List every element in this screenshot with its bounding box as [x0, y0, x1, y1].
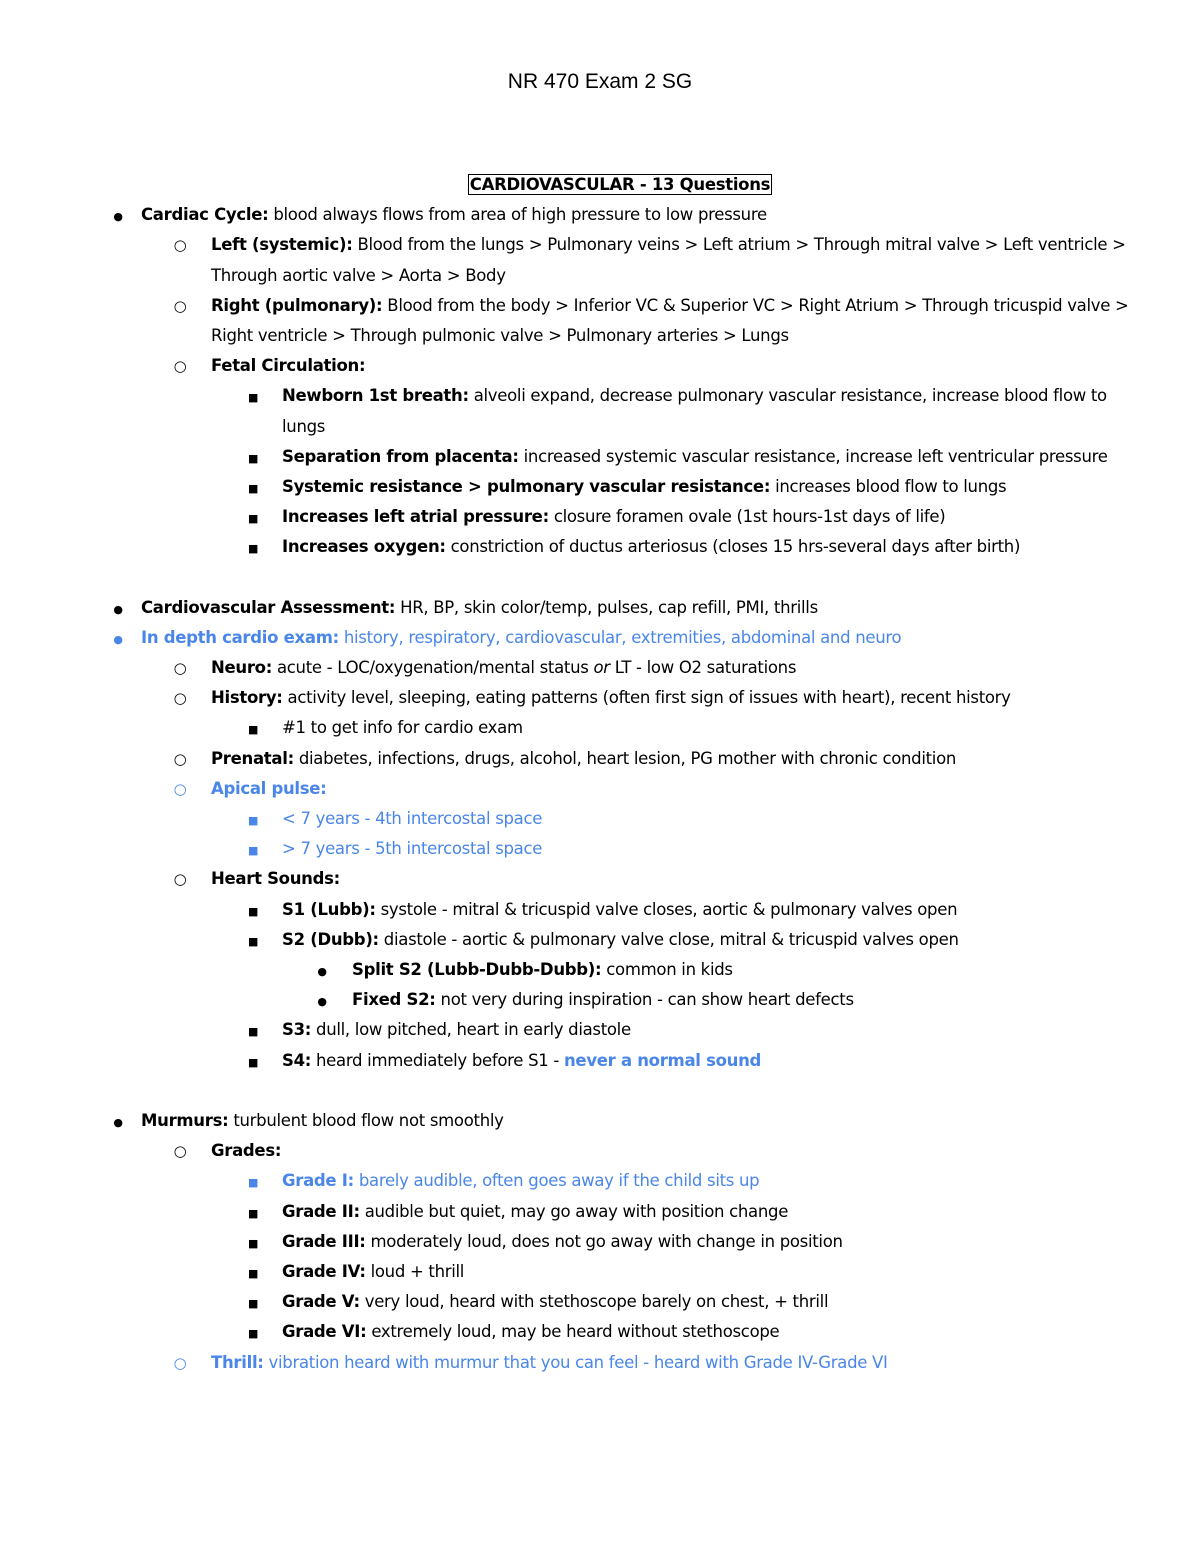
item-text: diabetes, infections, drugs, alcohol, heart lesion, PG mother with chronic condition — [293, 748, 957, 768]
bullet-ring-icon — [170, 864, 190, 894]
list-item — [100, 804, 1140, 834]
list-item — [100, 381, 1140, 441]
list-item — [100, 472, 1140, 502]
document-title: NR 470 Exam 2 SG — [507, 70, 693, 93]
document-body — [100, 170, 1140, 1378]
item-text: vibration heard with murmur that you can feel - heard with Grade IV-Grade VI — [263, 1352, 888, 1372]
item-text: heard immediately before S1 - — [311, 1050, 564, 1070]
bullet-ring-icon — [170, 291, 190, 321]
bullet-ring-icon — [170, 653, 190, 683]
bullet-sq-icon — [243, 834, 263, 866]
item-label: Apical pulse: — [211, 778, 327, 798]
item-text: activity level, sleeping, eating patterns (often first sign of issues with heart), recent history — [282, 688, 1011, 708]
item-text: diastole - aortic & pulmonary valve close, mitral & tricuspid valves open — [378, 929, 959, 949]
item-text: common in kids — [601, 960, 733, 980]
bullet-sq-icon — [243, 1227, 263, 1259]
item-text: blood always flows from area of high pressure to low pressure — [268, 205, 767, 225]
item-label: Grade VI: — [282, 1322, 367, 1342]
blank-line — [100, 1076, 1140, 1106]
item-text: increases blood flow to lungs — [770, 477, 1007, 497]
item-text: > 7 years - 5th intercostal space — [282, 839, 543, 859]
bullet-sq-icon — [243, 442, 263, 474]
blank-line — [100, 563, 1140, 593]
list-item — [100, 653, 1140, 683]
item-label: S4: — [282, 1050, 312, 1070]
bullet-ring-icon — [170, 230, 190, 260]
item-text: moderately loud, does not go away with change in position — [365, 1231, 843, 1251]
bullet-sq-icon — [243, 532, 263, 564]
list-item — [100, 834, 1140, 864]
list-item — [100, 1227, 1140, 1257]
item-label: Heart Sounds: — [211, 869, 340, 889]
list-item — [100, 1257, 1140, 1287]
bullet-sq-icon — [243, 1287, 263, 1319]
list-item — [100, 1317, 1140, 1347]
bullet-ring-icon — [170, 1136, 190, 1166]
item-text: constriction of ductus arteriosus (closes 15 hrs-several days after birth) — [445, 537, 1021, 557]
list-item — [100, 1046, 1140, 1076]
item-text: increased systemic vascular resistance, increase left ventricular pressure — [518, 446, 1108, 466]
list-item — [100, 864, 1140, 894]
item-label: Cardiovascular Assessment: — [141, 597, 396, 617]
list-item — [100, 985, 1140, 1015]
item-text: alveoli expand, decrease pulmonary vascular resistance, increase blood flow to lungs — [282, 386, 1107, 436]
item-label: Grade II: — [282, 1201, 360, 1221]
bullet-sq-icon — [243, 1257, 263, 1289]
item-label: History: — [211, 688, 283, 708]
bullet-sq-icon — [243, 381, 263, 413]
list-item — [100, 774, 1140, 804]
bullet-sq-icon — [243, 1015, 263, 1047]
item-emphasis: never a normal sound — [563, 1050, 762, 1070]
item-label: Grade I: — [282, 1171, 354, 1191]
item-label: In depth cardio exam: — [141, 627, 339, 647]
bullet-dot-icon — [108, 593, 128, 625]
list-item — [100, 1015, 1140, 1045]
list-item — [100, 713, 1140, 743]
list-item — [100, 1166, 1140, 1196]
list-item — [100, 623, 1140, 653]
bullet-sq-icon — [243, 1046, 263, 1078]
list-item — [100, 955, 1140, 985]
bullet-ring-icon — [170, 683, 190, 713]
bullet-sq-icon — [243, 895, 263, 927]
item-text: audible but quiet, may go away with position change — [359, 1201, 789, 1221]
item-label: Separation from placenta: — [282, 446, 519, 466]
item-label: Increases oxygen: — [282, 537, 446, 557]
bullet-dot-icon — [312, 955, 332, 987]
item-text: extremely loud, may be heard without stethoscope — [366, 1322, 780, 1342]
list-item — [100, 200, 1140, 230]
item-label: Grades: — [211, 1141, 282, 1161]
bullet-dot-icon — [312, 985, 332, 1017]
item-label: Newborn 1st breath: — [282, 386, 469, 406]
list-item — [100, 1197, 1140, 1227]
list-item — [100, 895, 1140, 925]
list-item — [100, 230, 1140, 290]
item-text: very loud, heard with stethoscope barely on chest, + thrill — [359, 1292, 829, 1312]
item-label: Fixed S2: — [352, 990, 436, 1010]
item-label: Systemic resistance > pulmonary vascular resistance: — [282, 477, 771, 497]
item-text: turbulent blood flow not smoothly — [228, 1110, 504, 1130]
item-text: Blood from the lungs > Pulmonary veins > Left atrium > Through mitral valve > Left ventricle > Through aortic valve > Aorta > Body — [211, 235, 1126, 285]
bullet-dot-icon — [108, 623, 128, 655]
list-item — [100, 1287, 1140, 1317]
item-text: closure foramen ovale (1st hours-1st days of life) — [548, 507, 946, 527]
item-text: barely audible, often goes away if the child sits up — [353, 1171, 760, 1191]
item-text: Blood from the body > Inferior VC & Superior VC > Right Atrium > Through tricuspid valve > Right ventricle > Through pulmonic valve > Pulmonary arteries > Lungs — [211, 295, 1129, 346]
item-label: Grade III: — [282, 1231, 366, 1251]
list-item — [100, 1348, 1140, 1378]
bullet-sq-icon — [243, 1197, 263, 1229]
item-label: Grade V: — [282, 1292, 360, 1312]
item-label: Neuro: — [211, 658, 273, 678]
bullet-sq-icon — [243, 804, 263, 836]
bullet-sq-icon — [243, 502, 263, 534]
item-text: #1 to get info for cardio exam — [282, 718, 523, 738]
bullet-sq-icon — [243, 1166, 263, 1198]
bullet-sq-icon — [243, 925, 263, 957]
list-item — [100, 925, 1140, 955]
bullet-ring-icon — [170, 1348, 190, 1378]
item-label: Right (pulmonary): — [211, 295, 383, 315]
item-label: Cardiac Cycle: — [141, 205, 269, 225]
list-item — [100, 291, 1140, 351]
item-label: Split S2 (Lubb-Dubb-Dubb): — [352, 960, 602, 980]
item-text: systole - mitral & tricuspid valve closes, aortic & pulmonary valves open — [375, 899, 958, 919]
item-label: Increases left atrial pressure: — [282, 507, 549, 527]
item-text: not very during inspiration - can show heart defects — [435, 990, 854, 1010]
section-heading — [100, 170, 1140, 200]
list-item — [100, 744, 1140, 774]
item-label: S2 (Dubb): — [282, 929, 379, 949]
list-item — [100, 1136, 1140, 1166]
item-label: Murmurs: — [141, 1110, 229, 1130]
bullet-sq-icon — [243, 472, 263, 504]
item-text: loud + thrill — [365, 1261, 465, 1281]
item-label: Thrill: — [211, 1352, 264, 1372]
bullet-ring-icon — [170, 774, 190, 804]
item-label: S3: — [282, 1020, 312, 1040]
list-item — [100, 683, 1140, 713]
section-heading-text: CARDIOVASCULAR - 13 Questions — [469, 175, 771, 194]
item-label: Grade IV: — [282, 1261, 366, 1281]
item-text: history, respiratory, cardiovascular, extremities, abdominal and neuro — [338, 627, 902, 647]
bullet-sq-icon — [243, 1317, 263, 1349]
list-item — [100, 1106, 1140, 1136]
item-text: acute - LOC/oxygenation/mental status — [272, 658, 594, 678]
item-text: dull, low pitched, heart in early diastole — [311, 1020, 631, 1040]
item-text: < 7 years - 4th intercostal space — [282, 809, 543, 829]
bullet-ring-icon — [170, 744, 190, 774]
item-label: Fetal Circulation: — [211, 356, 366, 376]
item-label: S1 (Lubb): — [282, 899, 376, 919]
list-item — [100, 593, 1140, 623]
item-italic: or — [593, 658, 610, 678]
item-label: Left (systemic): — [211, 235, 353, 255]
bullet-ring-icon — [170, 351, 190, 381]
list-item — [100, 442, 1140, 472]
item-text: HR, BP, skin color/temp, pulses, cap refill, PMI, thrills — [395, 597, 818, 617]
item-text-continued: LT - low O2 saturations — [609, 658, 797, 678]
bullet-dot-icon — [108, 1106, 128, 1138]
bullet-dot-icon — [108, 200, 128, 232]
list-item — [100, 502, 1140, 532]
item-label: Prenatal: — [211, 748, 294, 768]
bullet-sq-icon — [243, 713, 263, 745]
list-item — [100, 532, 1140, 562]
list-item — [100, 351, 1140, 381]
